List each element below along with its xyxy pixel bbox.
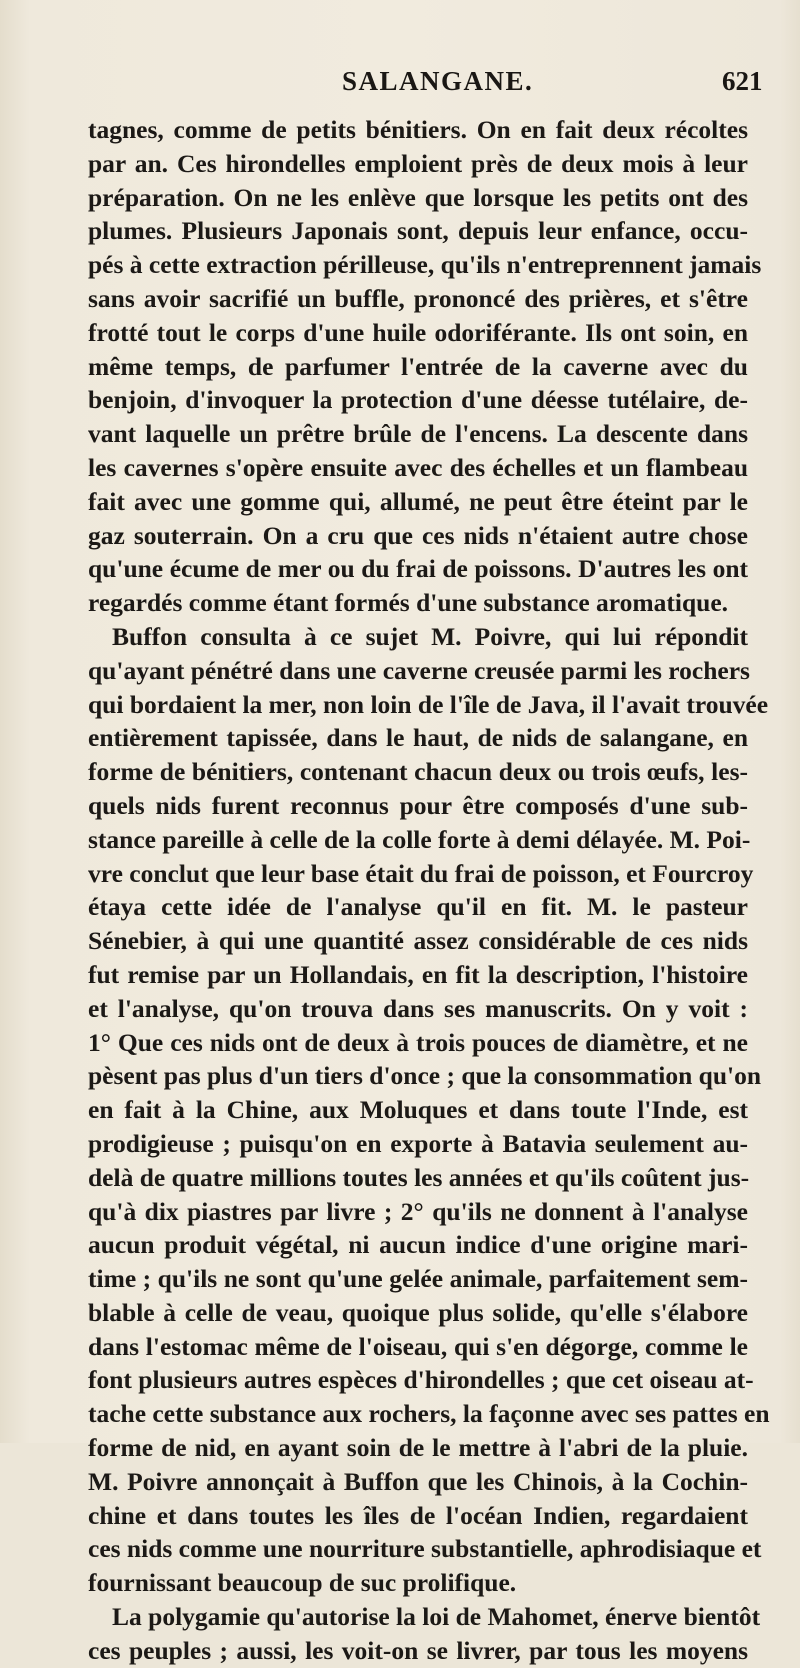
text-line: chine et dans toutes les îles de l'océan Indien, regardaient	[88, 1500, 748, 1530]
text-line: stance pareille à celle de la colle forte à demi délayée. M. Poi-	[88, 824, 751, 854]
text-line: qui bordaient la mer, non loin de l'île de Java, il l'avait trouvée	[88, 689, 769, 719]
text-line: qu'à dix piastres par livre ; 2° qu'ils ne donnent à l'analyse	[88, 1196, 748, 1226]
text-line: préparation. On ne les enlève que lorsque les petits ont des	[88, 182, 748, 212]
text-line: pèsent pas plus d'un tiers d'once ; que la consommation qu'on	[88, 1061, 762, 1091]
text-line: fut remise par un Hollandais, en fit la description, l'histoire	[88, 959, 748, 989]
text-line: tache cette substance aux rochers, la façonne avec ses pattes en	[88, 1399, 770, 1429]
text-line: vre conclut que leur base était du frai de poisson, et Fourcroy	[88, 858, 754, 888]
text-line: frotté tout le corps d'une huile odoriférante. Ils ont soin, en	[88, 317, 748, 347]
text-line: Sénebier, à qui une quantité assez considérable de ces nids	[88, 926, 748, 956]
text-line: Buffon consulta à ce sujet M. Poivre, qui lui répondit	[112, 621, 748, 651]
text-line: gaz souterrain. On a cru que ces nids n'étaient autre chose	[88, 520, 748, 550]
text-line: delà de quatre millions toutes les années et qu'ils coûtent jus-	[88, 1162, 750, 1192]
text-line: qu'une écume de mer ou du frai de poissons. D'autres les ont	[88, 554, 748, 584]
text-line: même temps, de parfumer l'entrée de la caverne avec du	[88, 351, 748, 381]
text-line: aucun produit végétal, ni aucun indice d'une origine mari-	[88, 1230, 748, 1260]
text-line: M. Poivre annonçait à Buffon que les Chinois, à la Cochin-	[88, 1466, 748, 1496]
text-line: plumes. Plusieurs Japonais sont, depuis leur enfance, occu-	[88, 216, 748, 246]
text-line: time ; qu'ils ne sont qu'une gelée animale, parfaitement sem-	[88, 1264, 748, 1294]
text-line: vant laquelle un prêtre brûle de l'encens. La descente dans	[88, 419, 748, 449]
text-line: ces nids comme une nourriture substantielle, aphrodisiaque et	[88, 1534, 762, 1564]
page-header	[0, 66, 800, 102]
text-line: forme de bénitiers, contenant chacun deux ou trois œufs, les-	[88, 757, 748, 787]
text-line: forme de nid, en ayant soin de le mettre à l'abri de la pluie.	[88, 1433, 748, 1463]
text-line: qu'ayant pénétré dans une caverne creusée parmi les rochers	[88, 655, 750, 685]
text-line: blable à celle de veau, quoique plus solide, qu'elle s'élabore	[88, 1297, 748, 1327]
body-text	[88, 113, 770, 1668]
text-line: étaya cette idée de l'analyse qu'il en fit. M. le pasteur	[88, 892, 748, 922]
text-line: pés à cette extraction périlleuse, qu'ils n'entreprennent jamais	[88, 250, 762, 280]
text-line: 1° Que ces nids ont de deux à trois pouces de diamètre, et ne	[88, 1027, 748, 1057]
text-line: les cavernes s'opère ensuite avec des échelles et un flambeau	[88, 452, 748, 482]
text-line: prodigieuse ; puisqu'on en exporte à Batavia seulement au-	[88, 1128, 748, 1158]
text-line: La polygamie qu'autorise la loi de Mahomet, énerve bientôt	[112, 1602, 761, 1632]
text-line: ces peuples ; aussi, les voit-on se livrer, par tous les moyens	[88, 1635, 748, 1665]
text-line: dans l'estomac même de l'oiseau, qui s'en dégorge, comme le	[88, 1331, 748, 1361]
text-line: fait avec une gomme qui, allumé, ne peut être éteint par le	[88, 486, 748, 516]
text-line: fournissant beaucoup de suc prolifique.	[88, 1568, 517, 1598]
text-line: font plusieurs autres espèces d'hirondelles ; que cet oiseau at-	[88, 1365, 754, 1395]
running-head: SALANGANE.	[342, 66, 534, 96]
text-line: par an. Ces hirondelles emploient près de deux mois à leur	[88, 148, 748, 178]
text-line: sans avoir sacrifié un buffle, prononcé des prières, et s'être	[88, 283, 748, 313]
text-line: benjoin, d'invoquer la protection d'une déesse tutélaire, de-	[88, 385, 748, 415]
text-line: en fait à la Chine, aux Moluques et dans toute l'Inde, est	[88, 1095, 748, 1125]
text-line: regardés comme étant formés d'une substance aromatique.	[88, 588, 729, 618]
text-line: tagnes, comme de petits bénitiers. On en fait deux récoltes	[88, 115, 748, 144]
text-line: et l'analyse, qu'on trouva dans ses manuscrits. On y voit :	[88, 993, 748, 1023]
text-line: quels nids furent reconnus pour être composés d'une sub-	[88, 790, 748, 820]
text-line: entièrement tapissée, dans le haut, de nids de salangane, en	[88, 723, 748, 753]
page-number: 621	[722, 66, 763, 96]
